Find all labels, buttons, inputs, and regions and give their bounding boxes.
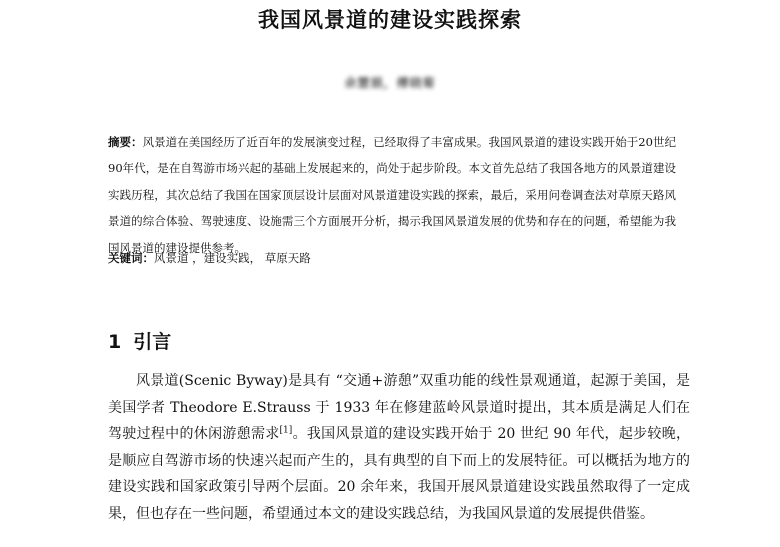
authors-blurred: 余慧娟，傅晓菊 — [344, 76, 436, 90]
next-line-cutoff — [140, 540, 540, 547]
abstract-text: 风景道在美国经历了近百年的发展演变过程，已经取得了丰富成果。我国风景道的建设实践开始于20世纪90年代，是在自驾游市场兴起的基础上发展起来的，尚处于起步阶段。本文首先总结了我国各地方的风景道建设实践历程，其次总结了我国在国家顶层设计层面对风景道建设实践的探索，最后，采用问卷调查法对草原天路风景道的综合体验、驾驶速度、设施需三个方面展开分析，揭示我国风景道发展的优势和存在的问题，希望能为我国风景道的建设提供参考。 — [108, 135, 676, 255]
paragraph-text-part1: 风景道(Scenic Byway)是具有 “交通+游憩”双重功能的线性景观通道，起源于美国，是美国学者 Theodore E.Strauss 于 1933 年在修建蓝岭风景道时提出，其本质是满足人们在驾驶过程中的休闲游憩需求 — [108, 373, 690, 443]
keywords-block — [108, 246, 676, 270]
section-number: 1 — [108, 331, 122, 353]
paper-title: 我国风景道的建设实践探索 — [258, 8, 522, 32]
paragraph-text-part2: 。我国风景道的建设实践开始于 20 世纪 90 年代，起步较晚，是顺应自驾游市场的快速兴起而产生的，具有典型的自下而上的发展特征。可以概括为地方的建设实践和国家政策引导两个层面。20 余年来，我国开展风景道建设实践虽然取得了一定成果，但也存在一些问题，希望通过本文的建设实践总结，为我国风景道的发展提供借鉴。 — [108, 426, 690, 522]
keywords-text: 风景道 ，建设实践， 草原天路 — [154, 251, 311, 265]
abstract-block — [108, 129, 676, 261]
section-paragraph — [108, 368, 690, 528]
section-heading — [108, 327, 171, 354]
authors-line — [0, 74, 780, 91]
keywords-label: 关键词： — [108, 251, 154, 265]
abstract-label: 摘要： — [108, 135, 143, 149]
section-title: 引言 — [133, 331, 172, 353]
reference-marker[interactable]: [1] — [279, 425, 293, 436]
